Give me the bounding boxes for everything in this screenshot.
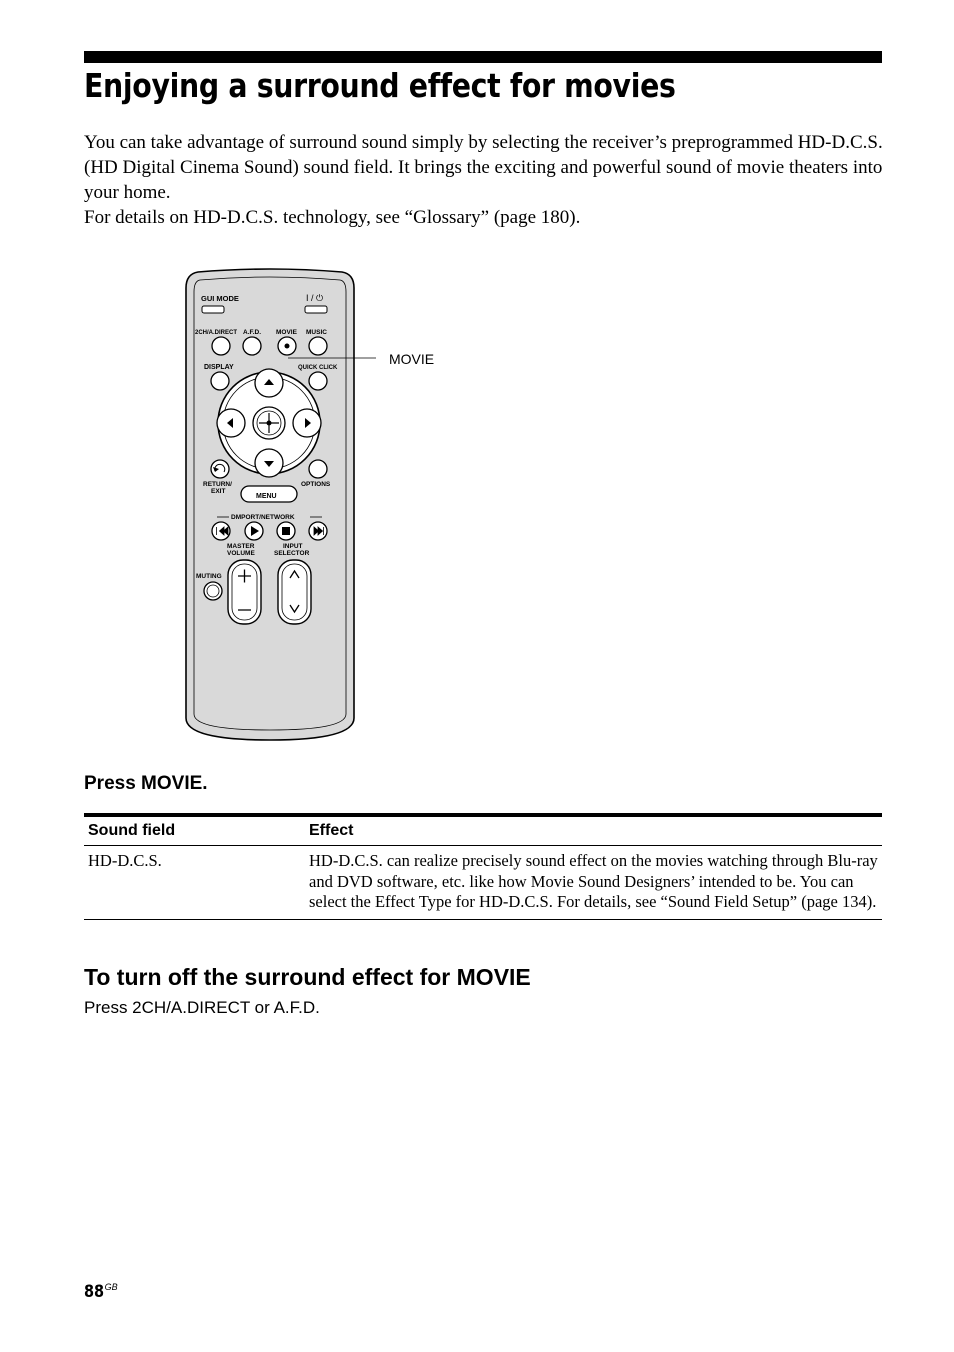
cell-sound-field: HD-D.C.S. (88, 851, 162, 870)
cell-effect: HD-D.C.S. can realize precisely sound effect on the movies watching through Blu-ray and DVD software, etc. like how Movie Sound Designers’ intended to be. You can select the Effect Type for HD-D.C.S. For details, see “Sound Field Setup” (page 134). (309, 851, 878, 911)
movie-callout-label: MOVIE (389, 351, 435, 367)
muting-label: MUTING (196, 573, 222, 580)
intro-text (84, 130, 884, 230)
master-volume-label-line2: VOLUME (227, 550, 255, 557)
table-header (84, 817, 882, 846)
movie-label: MOVIE (276, 329, 297, 336)
gui-mode-label: GUI MODE (201, 294, 239, 303)
header-effect: Effect (309, 822, 354, 839)
remote-control-drawing (180, 266, 460, 746)
afd-button[interactable] (243, 337, 261, 355)
afd-label: A.F.D. (243, 329, 262, 336)
return-label-line1: RETURN/ (203, 481, 232, 488)
dmport-label: DMPORT/NETWORK (231, 514, 295, 521)
return-label-line2: EXIT (211, 488, 226, 495)
step-title: Press MOVIE. (84, 773, 208, 794)
power-button[interactable] (305, 306, 327, 313)
quick-click-label: QUICK CLICK (298, 365, 338, 371)
options-button[interactable] (309, 460, 327, 478)
return-button[interactable] (211, 460, 229, 478)
master-volume-label-line1: MASTER (227, 543, 255, 550)
options-label: OPTIONS (301, 481, 331, 488)
remote-control-illustration (180, 266, 460, 746)
display-label: DISPLAY (204, 364, 234, 371)
input-selector-label-line2: SELECTOR (274, 550, 310, 557)
turn-off-text: Press 2CH/A.DIRECT or A.F.D. (84, 998, 320, 1017)
sound-field-table (84, 813, 882, 920)
page-number-value: 88 (84, 1282, 105, 1302)
display-button[interactable] (211, 372, 229, 390)
two-ch-button[interactable] (212, 337, 230, 355)
page-number (84, 1282, 118, 1302)
two-ch-label: 2CH/A.DIRECT (195, 330, 238, 336)
movie-button-marker (285, 344, 290, 349)
table-row (84, 846, 882, 920)
music-label: MUSIC (306, 329, 327, 336)
music-button[interactable] (309, 337, 327, 355)
turn-off-heading: To turn off the surround effect for MOVIE (84, 964, 531, 990)
page-number-suffix: GB (104, 1282, 118, 1293)
menu-label: MENU (256, 493, 277, 500)
header-sound-field: Sound field (88, 822, 176, 839)
power-label: I / ⏻ (306, 293, 324, 303)
page-title: Enjoying a surround effect for movies (84, 66, 676, 105)
stop-icon (282, 527, 290, 535)
intro-paragraph-2: For details on HD-D.C.S. technology, see “Glossary” (page 180). (84, 207, 581, 228)
input-selector-label-line1: INPUT (283, 543, 303, 550)
quick-click-button[interactable] (309, 372, 327, 390)
enter-dot-icon (267, 421, 272, 426)
section-rule (84, 51, 882, 63)
intro-paragraph-1: You can take advantage of surround sound simply by selecting the receiver’s preprogrammed HD-D.C.S. (HD Digital Cinema Sound) sound field. It brings the exciting and powerful sound of movie theaters into your home. (84, 132, 883, 203)
gui-mode-button[interactable] (202, 306, 224, 313)
input-selector-rocker[interactable] (278, 560, 311, 624)
